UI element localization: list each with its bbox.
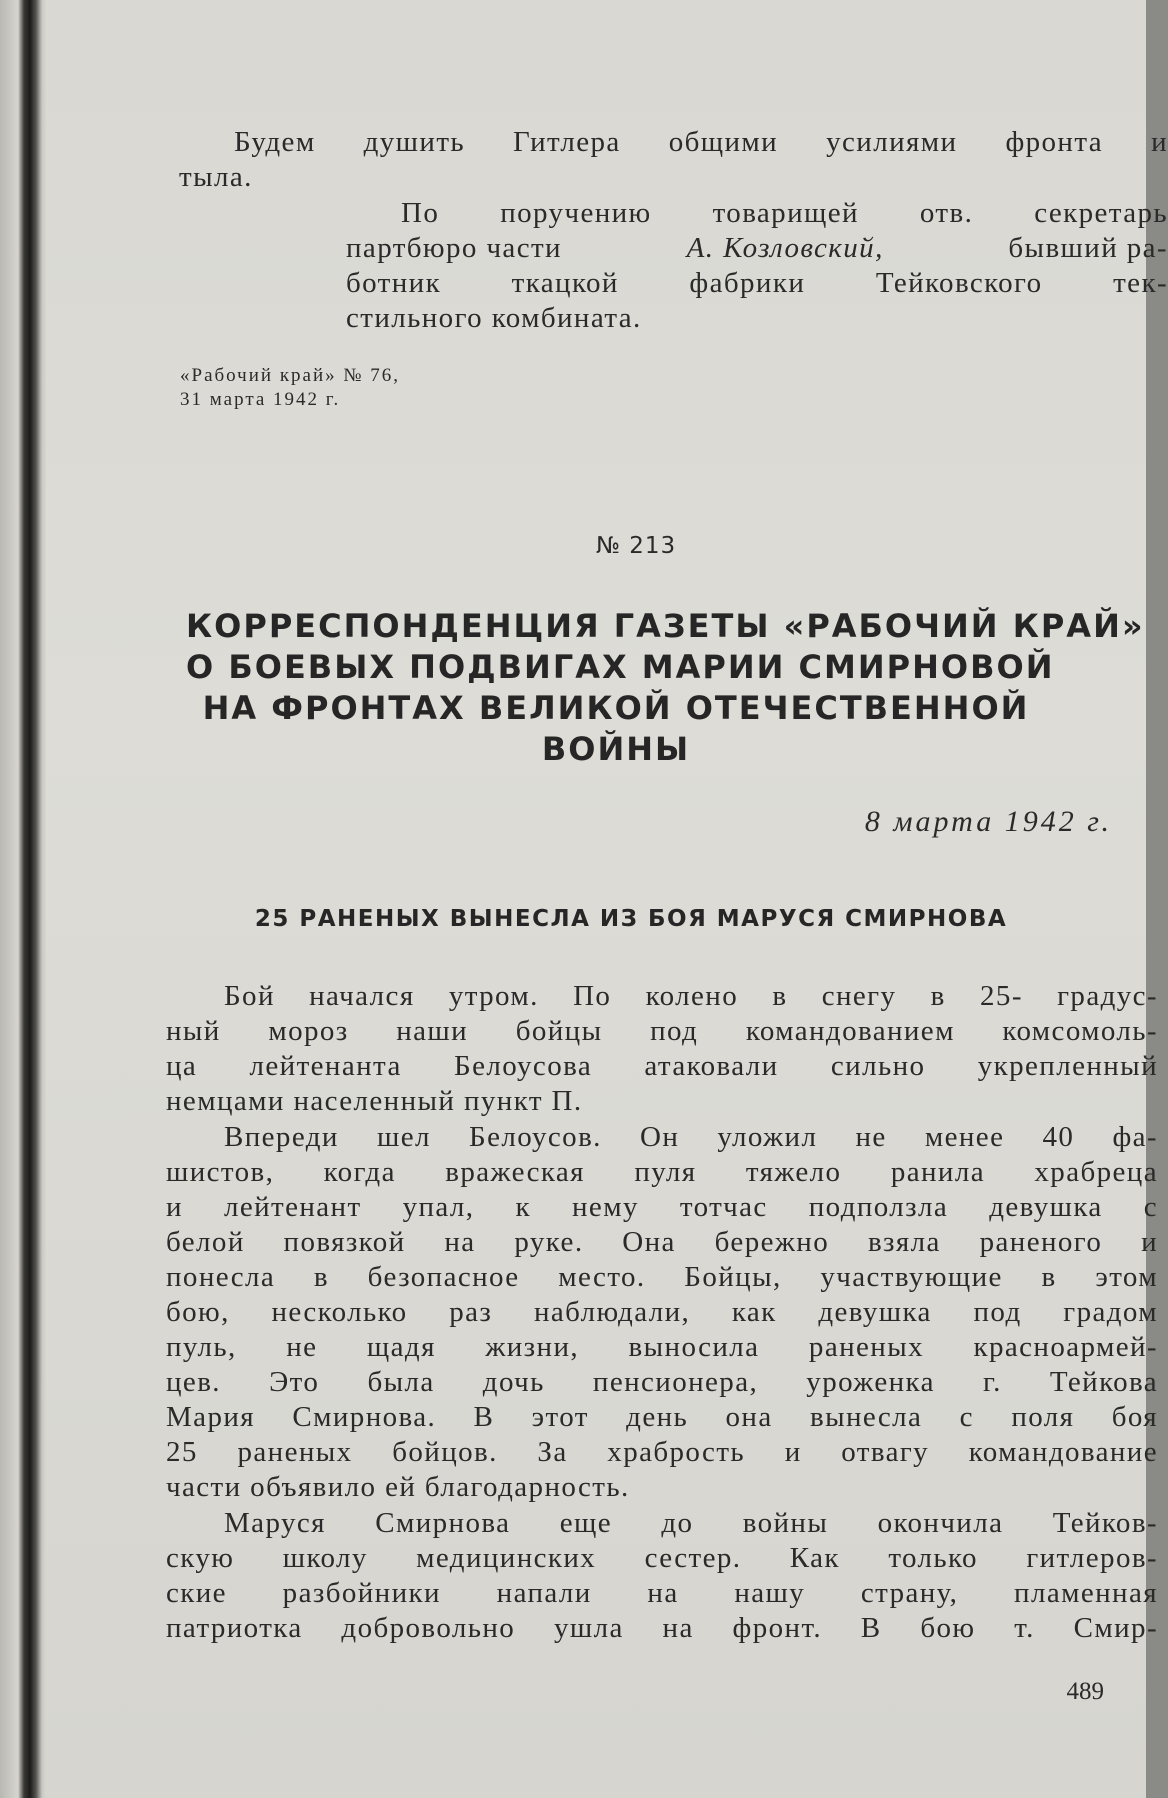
body-line-15: части объявило ей благодарность. — [166, 1471, 630, 1503]
body-line-9: понесла в безопасное место. Бойцы, участвующие в этом — [166, 1261, 1158, 1293]
top-paragraph-line-2: тыла. — [179, 161, 253, 193]
signature-line-2-suffix: бывший ра- — [1008, 232, 1168, 264]
book-spine-edge — [0, 0, 46, 1798]
body-line-8: белой повязкой на руке. Она бережно взяла раненого и — [166, 1226, 1158, 1258]
signature-line-2 — [346, 232, 1168, 265]
body-line-5: Впереди шел Белоусов. Он уложил не менее 40 фа- — [224, 1121, 1158, 1153]
signature-author-name: А. Козловский, — [686, 232, 884, 264]
signature-line-2-prefix: партбюро части — [346, 232, 562, 264]
document-title-line-1: КОРРЕСПОНДЕНЦИЯ ГАЗЕТЫ «РАБОЧИЙ КРАЙ» — [186, 607, 1145, 645]
source-note-line-2: 31 марта 1942 г. — [180, 389, 341, 410]
signature-line-3: ботник ткацкой фабрики Тейковского тек- — [346, 267, 1168, 299]
article-subtitle: 25 РАНЕНЫХ ВЫНЕСЛА ИЗ БОЯ МАРУСЯ СМИРНОВА — [254, 906, 1008, 932]
body-line-19: патриотка добровольно ушла на фронт. В бою т. Смир- — [166, 1612, 1158, 1644]
body-line-10: бою, несколько раз наблюдали, как девушка под градом — [166, 1296, 1158, 1328]
body-line-1: Бой начался утром. По колено в снегу в 25- градус- — [224, 980, 1158, 1012]
signature-line-4: стильного комбината. — [346, 302, 642, 334]
body-line-16: Маруся Смирнова еще до войны окончила Тейков- — [224, 1507, 1158, 1539]
body-line-2: ный мороз наши бойцы под командованием комсомоль- — [166, 1015, 1158, 1047]
document-title-line-4: ВОЙНЫ — [541, 730, 691, 768]
book-page — [46, 0, 1168, 1798]
signature-line-1: По поручению товарищей отв. секретарь — [401, 197, 1168, 229]
document-title-line-2: О БОЕВЫХ ПОДВИГАХ МАРИИ СМИРНОВОЙ — [186, 648, 1055, 686]
body-line-3: ца лейтенанта Белоусова атаковали сильно укрепленный — [166, 1050, 1158, 1082]
top-paragraph-line-1: Будем душить Гитлера общими усилиями фронта и — [234, 126, 1168, 158]
page-number: 489 — [1066, 1678, 1104, 1705]
source-note-line-1: «Рабочий край» № 76, — [180, 365, 401, 386]
document-date: 8 марта 1942 г. — [864, 805, 1112, 838]
document-number: № 213 — [596, 533, 677, 559]
body-line-11: пуль, не щадя жизни, выносила раненых красноармей- — [166, 1331, 1158, 1363]
body-line-12: цев. Это была дочь пенсионера, уроженка г. Тейкова — [166, 1366, 1158, 1398]
document-title-line-3: НА ФРОНТАХ ВЕЛИКОЙ ОТЕЧЕСТВЕННОЙ — [202, 689, 1030, 727]
body-line-6: шистов, когда вражеская пуля тяжело ранила храбреца — [166, 1156, 1158, 1188]
body-line-17: скую школу медицинских сестер. Как только гитлеров- — [166, 1542, 1158, 1574]
body-line-18: ские разбойники напали на нашу страну, пламенная — [166, 1577, 1158, 1609]
body-line-14: 25 раненых бойцов. За храбрость и отвагу командование — [166, 1436, 1158, 1468]
body-line-13: Мария Смирнова. В этот день она вынесла с поля боя — [166, 1401, 1158, 1433]
body-line-4: немцами населенный пункт П. — [166, 1085, 583, 1117]
body-line-7: и лейтенант упал, к нему тотчас подползла девушка с — [166, 1191, 1158, 1223]
